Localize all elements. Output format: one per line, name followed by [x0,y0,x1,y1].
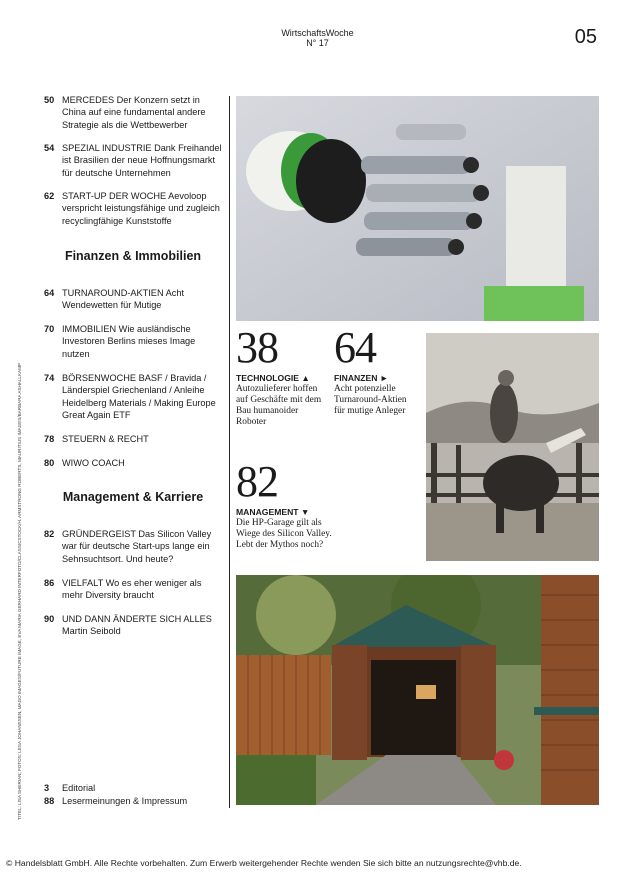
toc-page-number: 80 [44,458,55,468]
toc-entry-text: IMMOBILIEN Wie ausländische Investoren Berlins mieses Image nutzen [62,324,196,359]
feature-description[interactable]: Die HP-Garage gilt als Wiege des Silicon Valley. Lebt der Mythos noch? [236,518,332,550]
toc-entry[interactable] [44,795,222,807]
feature-page-number: 64 [334,323,376,372]
toc-entry[interactable] [44,372,222,422]
toc-entry[interactable] [44,433,222,445]
feature-category: TECHNOLOGIE ▲ [236,373,310,383]
toc-page-number: 74 [44,373,55,383]
toc-page-number: 78 [44,434,55,444]
toc-page-number: 62 [44,191,55,201]
toc-page-number: 50 [44,95,55,105]
photo-credit-text: TITEL: LISA SHERIAN; FOTOS: LESA JOHANSSEN, MAGO IMAGES/FUTURE IMAGE, EVA MARIA GERHARD INTERFOTO/CLASSICSTOCK/H. ARMSTRONG ROBERTS, MAURITIUS IMAGES/BARBARA ASHALLKAMP [17,362,22,820]
feature-category: MANAGEMENT ▼ [236,507,310,517]
masthead-brand: WirtschaftsWoche [281,28,354,38]
toc-page-number: 88 [44,796,55,806]
toc-entry-text: STEUERN & RECHT [62,434,149,444]
toc-page-number: 70 [44,324,55,334]
toc-page-number: 86 [44,578,55,588]
rodeo-photo[interactable] [426,333,599,561]
toc-entry[interactable] [44,613,222,638]
robot-hand-illustration [236,96,599,321]
table-of-contents [44,0,222,872]
copyright-footer: © Handelsblatt GmbH. Alle Rechte vorbehalten. Zum Erwerb weitergehender Rechte wenden Sie sich bitte an nutzungsrechte@vhb.de. [6,858,522,868]
toc-page-number: 82 [44,529,55,539]
toc-entry-text: Editorial [62,783,96,793]
toc-entry-text: SPEZIAL INDUSTRIE Dank Freihandel ist Brasilien der neue Hoffnungsmarkt für deutsche Unternehmen [62,143,222,178]
toc-entry[interactable] [44,287,222,312]
toc-entry-text: UND DANN ÄNDERTE SICH ALLES Martin Seibold [62,614,212,637]
toc-entry-text: VIELFALT Wo es eher weniger als mehr Diversity braucht [62,578,202,601]
toc-page-number: 64 [44,288,55,298]
toc-entry-text: BÖRSENWOCHE BASF / Bravida / Länderspiel Griechenland / Anleihe Heidelberg Materials / Making Europe Great Again ETF [62,373,216,421]
column-divider [229,96,230,808]
toc-entry-text: TURNAROUND-AKTIEN Acht Wendewetten für Mutige [62,288,185,311]
toc-entry-text: START-UP DER WOCHE Aevoloop verspricht leistungsfähige und zugleich recyclingfähige Kunststoffe [62,191,220,226]
toc-entry[interactable] [44,142,222,179]
toc-entry-text: Lesermeinungen & Impressum [62,796,188,806]
feature-description[interactable]: Acht potenzielle Turnaround-Aktien für mutige Anleger [334,384,407,416]
rodeo-illustration [426,333,599,561]
toc-entry[interactable] [44,457,222,469]
toc-entry[interactable] [44,94,222,131]
toc-page-number: 54 [44,143,55,153]
feature-description[interactable]: Autozulieferer hoffen auf Geschäfte mit dem Bau humanoider Roboter [236,384,322,427]
masthead-issue: N° 17 [306,38,329,48]
toc-entry[interactable] [44,782,222,794]
feature-page-number: 82 [236,457,278,506]
toc-page-number: 90 [44,614,55,624]
robot-hand-photo[interactable] [236,96,599,321]
toc-entry-text: WIWO COACH [62,458,125,468]
toc-entry[interactable] [44,577,222,602]
toc-page-number: 3 [44,783,50,793]
toc-entry-text: GRÜNDERGEIST Das Silicon Valley war für deutsche Start-ups lange ein Sehnsuchtsort. Und heute? [62,529,212,564]
toc-entry[interactable] [44,190,222,227]
hp-garage-photo[interactable] [236,575,599,805]
toc-entry[interactable] [44,528,222,565]
photo-credit [17,362,32,820]
feature-category: FINANZEN ► [334,373,389,383]
feature-page-number: 38 [236,323,278,372]
section-heading-management: Management & Karriere [62,490,204,504]
toc-entry-text: MERCEDES Der Konzern setzt in China auf eine fundamental andere Strategie als die Wettbewerber [62,95,206,130]
page-number: 05 [574,26,597,48]
section-heading-finance: Finanzen & Immobilien [64,249,202,263]
toc-entry[interactable] [44,323,222,360]
garage-illustration [236,575,599,805]
